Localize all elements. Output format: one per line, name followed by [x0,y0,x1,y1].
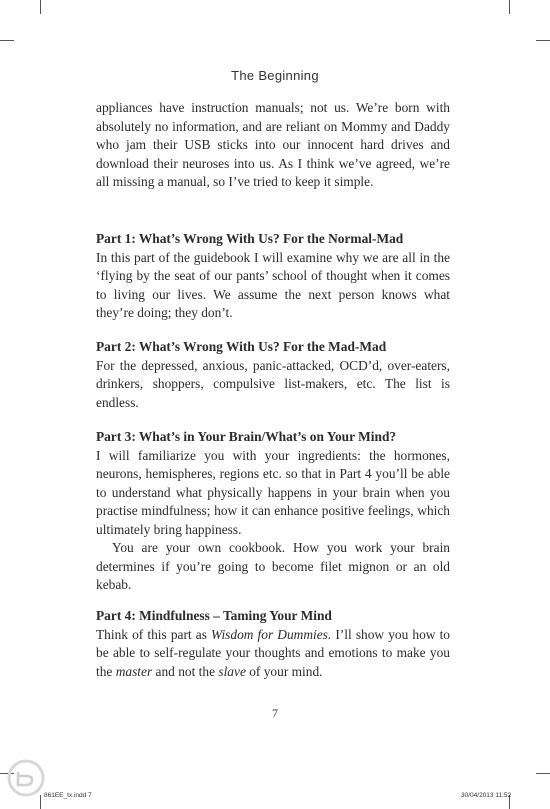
section-paragraph [96,626,450,682]
section-part-1 [96,230,450,323]
text-run: of your mind. [245,663,323,679]
intro-paragraph: appliances have instruction manuals; not us. We’re born with absolutely no information, and are reliant on Mommy and Daddy who jam their USB sticks into our innocent hard drives and download their neuroses into us. As I think we’ve agreed, we’re all missing a manual, so I’ve tried to keep it simple. [96,100,450,189]
section-paragraph: In this part of the guidebook I will examine why we are all in the ‘flying by the seat of our pants’ school of thought when it comes to living our lives. We assume the next person knows what they’re doing; they don’t. [96,249,450,320]
crop-mark-top-left-vertical [40,0,41,14]
text-run: I’ll show you how to be able to self-regulate your thoughts and emotions to make you the [96,626,450,679]
section-part-3 [96,428,450,595]
section-paragraph: For the depressed, anxious, panic-attacked, OCD’d, over-eaters, drinkers, shoppers, compulsive list-makers, etc. The list is endless. [96,357,450,410]
section-heading: Part 2: What’s Wrong With Us? For the Mad-Mad [96,339,387,354]
crop-mark-bottom-right [536,773,550,774]
crop-mark-top-left [0,40,14,41]
running-head: The Beginning [231,68,319,83]
italic-word-slave: slave [218,663,246,679]
section-part-2 [96,338,450,412]
section-heading: Part 3: What’s in Your Brain/What’s on Your Mind? [96,429,397,444]
section-paragraph: I will familiarize you with your ingredients: the hormones, neurons, hemispheres, regions etc. so that in Part 4 you’ll be able to understand what physically happens in your brain when you practise mindfulness; how it can enhance positive feelings, which ultimately bring happiness. [96,447,450,537]
text-run: Think of this part as [96,626,212,642]
crop-mark-top-right-vertical [509,0,510,14]
section-part-4 [96,607,450,681]
section-heading: Part 4: Mindfulness – Taming Your Mind [96,608,332,623]
page-number: 7 [272,706,278,720]
slug-filename: 861EE_tx.indd 7 [44,792,92,799]
italic-word-master: master [115,663,153,679]
bol-logo-icon [6,758,46,798]
italic-title: Wisdom for Dummies. [211,626,332,642]
slug-timestamp: 30/04/2013 11:52 [461,792,512,799]
section-heading: Part 1: What’s Wrong With Us? For the Normal-Mad [96,231,404,246]
crop-mark-top-right [536,40,550,41]
text-run: and not the [152,663,219,679]
section-paragraph: You are your own cookbook. How you work your brain determines if you’re going to become filet mignon or an old kebab. [96,540,450,592]
